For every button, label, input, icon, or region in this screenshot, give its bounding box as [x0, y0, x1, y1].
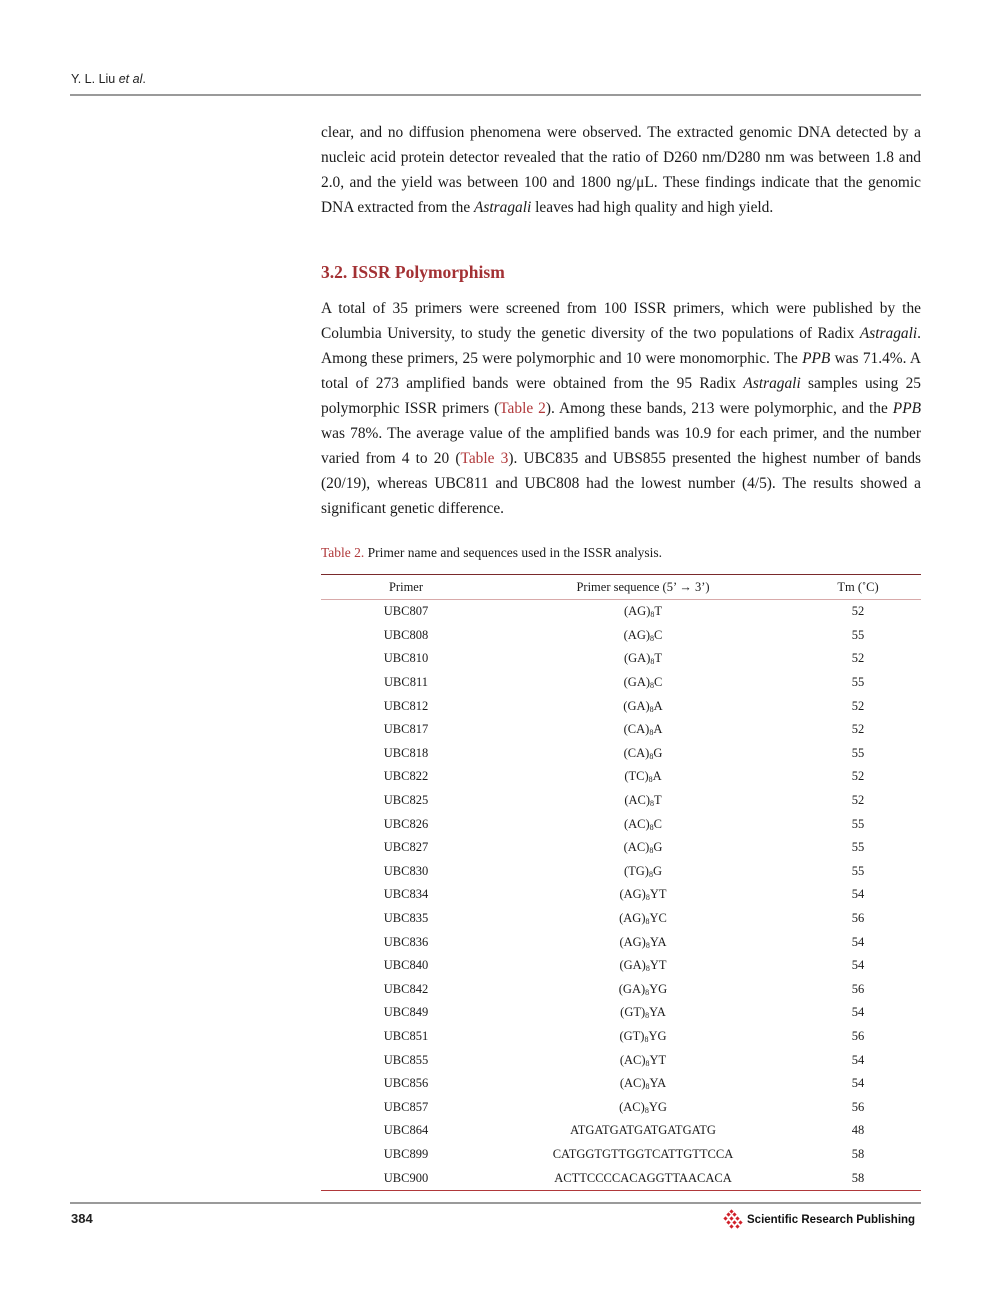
- tm-cell: 52: [851, 793, 865, 808]
- paragraph-1-container: [321, 120, 921, 220]
- header-period: .: [142, 72, 146, 86]
- sequence-base: ATGATGATGATGATGATG: [570, 1123, 716, 1138]
- sequence-tail: A: [653, 698, 663, 713]
- tm-cell: 52: [851, 651, 865, 666]
- table-row: [321, 860, 921, 884]
- repeat-count: 8: [649, 846, 654, 856]
- repeat-count: 8: [645, 1082, 650, 1092]
- tm-cell: 54: [851, 958, 865, 973]
- text-run: ). UBC835 and UBS855 presented the highest number of bands (20/19), whereas UBC811 and UBC808 had the lowest number (4/5). The results showed a significant genetic difference.: [321, 450, 922, 517]
- sequence-tail: A: [652, 769, 662, 784]
- publisher-name: Scientific Research Publishing: [747, 1214, 916, 1226]
- text-run: samples using 25 polymorphic ISSR primers (: [321, 375, 921, 417]
- table-row: [321, 978, 921, 1002]
- sequence-base: (AG): [623, 604, 651, 619]
- table-row: [321, 624, 921, 648]
- tm-cell: 54: [851, 1052, 865, 1067]
- table-row: [321, 1143, 921, 1167]
- sequence-cell: [491, 907, 795, 931]
- header-rule: [70, 94, 921, 96]
- primer-cell: UBC855: [383, 1052, 429, 1067]
- sequence-cell: [491, 1072, 795, 1096]
- header-authors: Y. L. Liu: [71, 72, 119, 86]
- table-row: [321, 789, 921, 813]
- primer-cell: UBC899: [383, 1146, 429, 1161]
- sequence-cell: [491, 694, 795, 718]
- sequence-cell: [491, 860, 795, 884]
- header-etal: et al: [118, 72, 143, 86]
- repeat-count: 8: [648, 869, 653, 879]
- table-row: [321, 1166, 921, 1190]
- primer-cell: UBC830: [383, 863, 429, 878]
- tm-cell: 52: [851, 604, 865, 619]
- text-run: was 71.4%. A total of 273 amplified bands were obtained from the 95 Radix: [321, 350, 921, 392]
- primer-cell: UBC835: [383, 911, 429, 926]
- sequence-base: (AG): [619, 887, 646, 902]
- primer-cell: UBC827: [383, 840, 429, 855]
- primer-cell: UBC825: [383, 793, 429, 808]
- italic-term: PPB: [802, 350, 831, 367]
- tm-cell: 56: [851, 911, 865, 926]
- italic-term: Astragali: [743, 375, 801, 392]
- sequence-cell: [491, 1166, 795, 1190]
- sequence-cell: [491, 671, 795, 695]
- table-row: [321, 1072, 921, 1096]
- table-row: [321, 647, 921, 671]
- running-header: [71, 72, 146, 86]
- table-row: [321, 600, 921, 624]
- sequence-cell: [491, 1025, 795, 1049]
- text-run: was 78%. The average value of the amplified bands was 10.9 for each primer, and the number varied from 4 to 20 (: [321, 425, 921, 467]
- sequence-cell: [491, 1119, 795, 1143]
- sequence-base: (AG): [623, 627, 651, 642]
- repeat-count: 8: [645, 1011, 650, 1021]
- tm-cell: 58: [795, 1166, 921, 1190]
- sequence-tail: T: [654, 651, 663, 666]
- tm-cell: 58: [851, 1146, 865, 1161]
- text-run: leaves had high quality and high yield.: [531, 199, 774, 216]
- tm-cell: 56: [851, 981, 865, 996]
- column-header-tm: Tm (˚C): [795, 575, 921, 600]
- column-header-primer: Primer: [321, 575, 491, 600]
- sequence-base: (AC): [619, 1052, 646, 1067]
- sequence-cell: [491, 1143, 795, 1167]
- text-run: ). Among these bands, 213 were polymorphic, and the: [545, 400, 893, 417]
- table-row: [321, 1001, 921, 1025]
- tm-cell: 52: [851, 722, 865, 737]
- sequence-tail: YT: [649, 887, 667, 902]
- sequence-cell: [491, 930, 795, 954]
- tm-cell: 48: [851, 1123, 865, 1138]
- table-label[interactable]: Table 2.: [321, 545, 365, 560]
- primer-cell: UBC851: [383, 1028, 429, 1043]
- primer-cell: UBC808: [383, 627, 429, 642]
- repeat-count: 8: [649, 751, 654, 761]
- primer-cell: UBC849: [383, 1005, 429, 1020]
- publisher-diamond-icon: [721, 1209, 743, 1231]
- sequence-cell: [491, 718, 795, 742]
- sequence-base: (GA): [618, 981, 646, 996]
- sequence-cell: [491, 883, 795, 907]
- table-row: [321, 812, 921, 836]
- tm-cell: 52: [851, 698, 865, 713]
- repeat-count: 8: [645, 917, 650, 927]
- sequence-base: (GA): [623, 651, 651, 666]
- primer-cell: UBC864: [383, 1123, 429, 1138]
- sequence-tail: G: [653, 840, 663, 855]
- sequence-base: (AC): [623, 816, 650, 831]
- tm-cell: 55: [851, 863, 865, 878]
- table-row: [321, 883, 921, 907]
- tm-cell: 55: [851, 627, 865, 642]
- sequence-tail: YT: [649, 958, 667, 973]
- sequence-base: (GT): [620, 1005, 646, 1020]
- primer-cell: UBC840: [383, 958, 429, 973]
- tm-cell: 54: [851, 887, 865, 902]
- repeat-count: 8: [648, 775, 653, 785]
- text-run: A total of 35 primers were screened from 100 ISSR primers, which were published by the Columbia University, to study the genetic diversity of the two populations of Radix: [321, 300, 921, 342]
- tm-cell: 56: [851, 1099, 865, 1114]
- primer-cell: UBC842: [383, 981, 429, 996]
- sequence-tail: T: [654, 604, 663, 619]
- sequence-cell: [491, 765, 795, 789]
- text-run: . Among these primers, 25 were polymorphic and 10 were monomorphic. The: [321, 325, 921, 367]
- sequence-tail: C: [654, 627, 663, 642]
- primer-cell: UBC807: [383, 604, 429, 619]
- table-row: [321, 718, 921, 742]
- repeat-count: 8: [650, 633, 655, 643]
- table-row: [321, 694, 921, 718]
- sequence-base: (TG): [623, 863, 649, 878]
- sequence-tail: C: [653, 816, 663, 831]
- table-reference-link[interactable]: Table 3: [460, 450, 509, 467]
- primer-cell: UBC818: [383, 745, 429, 760]
- table-row: [321, 907, 921, 931]
- primer-cell: UBC836: [383, 934, 429, 949]
- tm-cell: 55: [851, 816, 865, 831]
- table-row: [321, 671, 921, 695]
- repeat-count: 8: [650, 681, 655, 691]
- column-header-sequence: Primer sequence (5’ → 3’): [491, 575, 795, 600]
- sequence-cell: [491, 1095, 795, 1119]
- primer-cell: UBC900: [321, 1166, 491, 1190]
- sequence-cell: [491, 954, 795, 978]
- table-row: [321, 742, 921, 766]
- italic-term: Astragali: [474, 199, 532, 216]
- sequence-tail: YG: [648, 1028, 667, 1043]
- sequence-tail: YC: [649, 911, 667, 926]
- table-caption: [321, 545, 921, 561]
- sequence-base: (GA): [623, 675, 651, 690]
- repeat-count: 8: [644, 1034, 649, 1044]
- primer-cell: UBC826: [383, 816, 429, 831]
- repeat-count: 8: [645, 987, 650, 997]
- sequence-base: (CA): [623, 722, 650, 737]
- tm-cell: 52: [851, 769, 865, 784]
- page-number: 384: [71, 1211, 93, 1226]
- repeat-count: 8: [645, 1058, 650, 1068]
- table-row: [321, 1025, 921, 1049]
- publisher-logo[interactable]: [721, 1209, 915, 1231]
- sequence-tail: YT: [649, 1052, 667, 1067]
- repeat-count: 8: [644, 1105, 649, 1115]
- repeat-count: 8: [649, 822, 654, 832]
- table-row: [321, 836, 921, 860]
- repeat-count: 8: [645, 964, 650, 974]
- sequence-base: (AG): [619, 934, 646, 949]
- sequence-base: (CA): [623, 745, 650, 760]
- repeat-count: 8: [650, 657, 655, 667]
- sequence-tail: G: [652, 863, 663, 878]
- table-row: [321, 765, 921, 789]
- sequence-cell: [491, 647, 795, 671]
- footer-rule: [70, 1202, 921, 1204]
- table-row: [321, 1048, 921, 1072]
- tm-cell: 55: [851, 745, 865, 760]
- primer-cell: UBC810: [383, 651, 429, 666]
- tm-cell: 54: [851, 1005, 865, 1020]
- primer-cell: UBC834: [383, 887, 429, 902]
- table-row: [321, 954, 921, 978]
- sequence-base: (GA): [619, 958, 646, 973]
- primer-table: [321, 574, 921, 1191]
- primer-cell: UBC857: [383, 1099, 429, 1114]
- repeat-count: 8: [645, 940, 650, 950]
- tm-cell: 56: [851, 1028, 865, 1043]
- sequence-tail: YG: [649, 981, 668, 996]
- sequence-cell: [491, 624, 795, 648]
- sequence-base: (AC): [623, 840, 650, 855]
- sequence-tail: YG: [648, 1099, 667, 1114]
- sequence-base: (AC): [624, 793, 651, 808]
- sequence-base: (AG): [619, 911, 646, 926]
- sequence-base: CATGGTGTTGGTCATTGTTCCA: [552, 1146, 734, 1161]
- sequence-base: (AC): [619, 1076, 646, 1091]
- sequence-cell: [491, 600, 795, 624]
- sequence-tail: C: [654, 675, 663, 690]
- table-reference-link[interactable]: Table 2: [499, 400, 546, 417]
- caption-text: Primer name and sequences used in the ISSR analysis.: [364, 545, 662, 560]
- tm-cell: 55: [851, 840, 865, 855]
- sequence-tail: YA: [649, 1076, 667, 1091]
- body-paragraph: [321, 120, 921, 220]
- text-run: clear, and no diffusion phenomena were observed. The extracted genomic DNA detected by a nucleic acid protein detector revealed that the ratio of D260 nm/D280 nm was between 1.8 and 2.0, and the yield was between 100 and 1800 ng/μL. These findings indicate that the genomic DNA extracted from the: [321, 124, 921, 216]
- sequence-cell: [491, 1001, 795, 1025]
- primer-cell: UBC812: [383, 698, 429, 713]
- repeat-count: 8: [649, 728, 654, 738]
- repeat-count: 8: [649, 704, 654, 714]
- sequence-base: (GA): [623, 698, 650, 713]
- section-heading: 3.2. ISSR Polymorphism: [321, 262, 505, 282]
- sequence-base: ACTTCCCCACAGGTTAACACA: [554, 1170, 732, 1185]
- sequence-base: (TC): [624, 769, 649, 784]
- tm-cell: 54: [851, 934, 865, 949]
- repeat-count: 8: [650, 610, 655, 620]
- primer-cell: UBC822: [383, 769, 429, 784]
- sequence-tail: T: [654, 793, 662, 808]
- table-row: [321, 1095, 921, 1119]
- tm-cell: 54: [851, 1076, 865, 1091]
- sequence-cell: [491, 978, 795, 1002]
- italic-term: PPB: [892, 400, 922, 417]
- sequence-base: (GT): [619, 1028, 645, 1043]
- sequence-cell: [491, 836, 795, 860]
- sequence-cell: [491, 742, 795, 766]
- sequence-cell: [491, 789, 795, 813]
- sequence-tail: YA: [649, 1005, 666, 1020]
- table-row: [321, 930, 921, 954]
- sequence-base: (AC): [619, 1099, 645, 1114]
- primer-cell: UBC811: [384, 675, 428, 690]
- sequence-cell: [491, 1048, 795, 1072]
- italic-term: Astragali: [859, 325, 918, 342]
- repeat-count: 8: [650, 799, 655, 809]
- repeat-count: 8: [645, 893, 650, 903]
- primer-cell: UBC856: [383, 1076, 429, 1091]
- tm-cell: 55: [851, 675, 865, 690]
- body-paragraph: [321, 296, 921, 521]
- sequence-tail: G: [653, 745, 663, 760]
- table-row: [321, 1119, 921, 1143]
- sequence-tail: A: [653, 722, 663, 737]
- sequence-cell: [491, 812, 795, 836]
- sequence-tail: YA: [649, 934, 667, 949]
- primer-cell: UBC817: [383, 722, 429, 737]
